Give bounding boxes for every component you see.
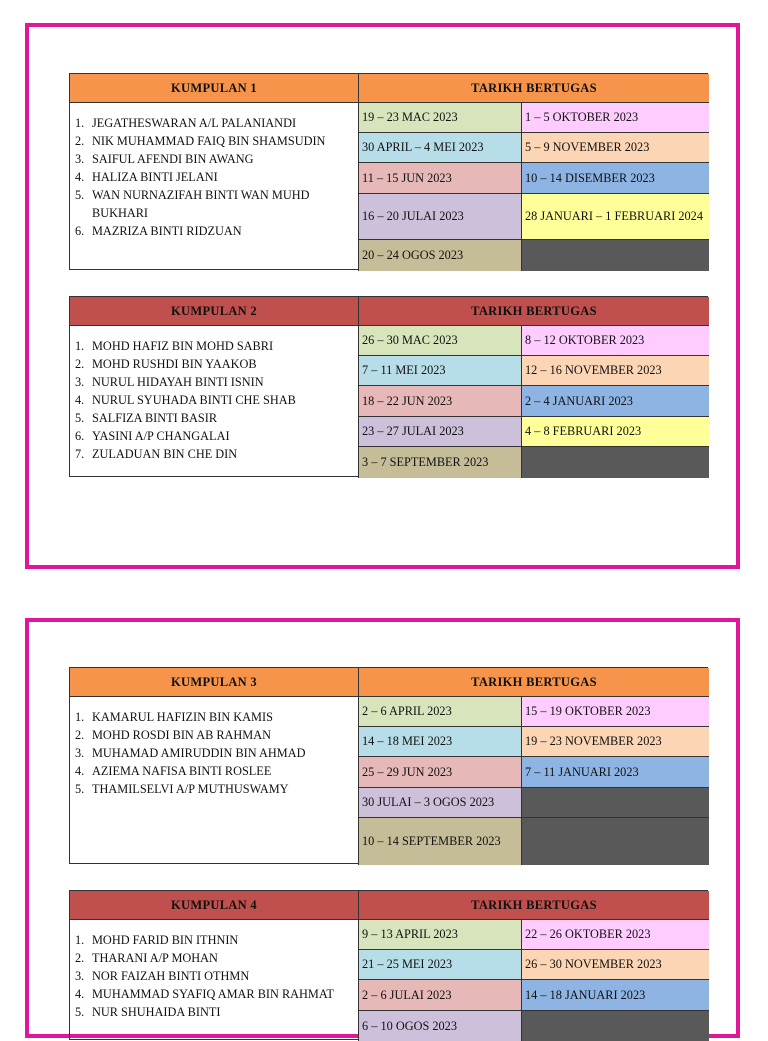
member-item: 2. THARANI A/P MOHAN xyxy=(75,949,358,967)
duty-date-cell: 11 – 15 JUN 2023 xyxy=(359,163,522,194)
duty-date-cell: 2 – 4 JANUARI 2023 xyxy=(522,386,709,417)
duty-date-cell: 10 – 14 DISEMBER 2023 xyxy=(522,163,709,194)
member-item: 5. WAN NURNAZIFAH BINTI WAN MUHD BUKHARI xyxy=(75,186,358,222)
duty-date-cell: 18 – 22 JUN 2023 xyxy=(359,386,522,417)
member-name: NURUL SYUHADA BINTI CHE SHAB xyxy=(92,393,296,407)
member-name: AZIEMA NAFISA BINTI ROSLEE xyxy=(92,764,272,778)
schedule-panel-top xyxy=(25,23,740,569)
duty-dates-header: TARIKH BERTUGAS xyxy=(359,297,709,326)
duty-date-cell: 26 – 30 NOVEMBER 2023 xyxy=(522,950,709,980)
member-name: NOR FAIZAH BINTI OTHMN xyxy=(92,969,250,983)
member-item: 4. NURUL SYUHADA BINTI CHE SHAB xyxy=(75,391,358,409)
duty-date-cell: 14 – 18 MEI 2023 xyxy=(359,727,522,757)
member-item: 3. SAIFUL AFENDI BIN AWANG xyxy=(75,150,358,168)
member-item: 4. AZIEMA NAFISA BINTI ROSLEE xyxy=(75,762,358,780)
member-name: NIK MUHAMMAD FAIQ BIN SHAMSUDIN xyxy=(92,134,326,148)
member-item: 3. NOR FAIZAH BINTI OTHMN xyxy=(75,967,358,985)
duty-date-cell: 12 – 16 NOVEMBER 2023 xyxy=(522,356,709,386)
member-name: MOHD ROSDI BIN AB RAHMAN xyxy=(92,728,272,742)
empty-cell xyxy=(522,788,709,818)
member-list xyxy=(70,697,359,865)
member-name: WAN NURNAZIFAH BINTI WAN MUHD BUKHARI xyxy=(92,188,310,220)
duty-date-cell: 5 – 9 NOVEMBER 2023 xyxy=(522,133,709,163)
duty-dates-header: TARIKH BERTUGAS xyxy=(359,74,709,103)
duty-dates-header: TARIKH BERTUGAS xyxy=(359,668,709,697)
empty-cell xyxy=(522,1011,709,1041)
duty-date-cell: 20 – 24 OGOS 2023 xyxy=(359,240,522,271)
duty-date-cell: 22 – 26 OKTOBER 2023 xyxy=(522,920,709,950)
group-table-2 xyxy=(69,296,708,477)
duty-date-cell: 30 JULAI – 3 OGOS 2023 xyxy=(359,788,522,818)
empty-cell xyxy=(522,240,709,271)
duty-date-cell: 9 – 13 APRIL 2023 xyxy=(359,920,522,950)
member-item: 1. MOHD HAFIZ BIN MOHD SABRI xyxy=(75,337,358,355)
member-item: 1. KAMARUL HAFIZIN BIN KAMIS xyxy=(75,708,358,726)
member-name: MUHAMAD AMIRUDDIN BIN AHMAD xyxy=(92,746,306,760)
duty-date-cell: 7 – 11 JANUARI 2023 xyxy=(522,757,709,788)
member-item: 2. MOHD RUSHDI BIN YAAKOB xyxy=(75,355,358,373)
schedule-panel-bottom xyxy=(25,618,740,1038)
group-title: KUMPULAN 1 xyxy=(70,74,359,103)
member-item: 3. MUHAMAD AMIRUDDIN BIN AHMAD xyxy=(75,744,358,762)
member-item: 7. ZULADUAN BIN CHE DIN xyxy=(75,445,358,463)
member-name: NURUL HIDAYAH BINTI ISNIN xyxy=(92,375,264,389)
duty-date-cell: 16 – 20 JULAI 2023 xyxy=(359,194,522,240)
member-item: 2. NIK MUHAMMAD FAIQ BIN SHAMSUDIN xyxy=(75,132,358,150)
duty-date-cell: 3 – 7 SEPTEMBER 2023 xyxy=(359,447,522,478)
duty-date-cell: 6 – 10 OGOS 2023 xyxy=(359,1011,522,1041)
duty-date-cell: 8 – 12 OKTOBER 2023 xyxy=(522,326,709,356)
duty-date-cell: 25 – 29 JUN 2023 xyxy=(359,757,522,788)
member-name: HALIZA BINTI JELANI xyxy=(92,170,218,184)
duty-date-cell: 7 – 11 MEI 2023 xyxy=(359,356,522,386)
member-item: 6. YASINI A/P CHANGALAI xyxy=(75,427,358,445)
member-list xyxy=(70,326,359,478)
member-list xyxy=(70,920,359,1041)
duty-date-cell: 2 – 6 APRIL 2023 xyxy=(359,697,522,727)
duty-date-cell: 10 – 14 SEPTEMBER 2023 xyxy=(359,818,522,865)
member-name: YASINI A/P CHANGALAI xyxy=(92,429,230,443)
member-item: 1. MOHD FARID BIN ITHNIN xyxy=(75,931,358,949)
duty-date-cell: 23 – 27 JULAI 2023 xyxy=(359,417,522,447)
duty-date-cell: 21 – 25 MEI 2023 xyxy=(359,950,522,980)
member-item: 4. MUHAMMAD SYAFIQ AMAR BIN RAHMAT xyxy=(75,985,358,1003)
member-name: THAMILSELVI A/P MUTHUSWAMY xyxy=(92,782,289,796)
duty-date-cell: 28 JANUARI – 1 FEBRUARI 2024 xyxy=(522,194,709,240)
member-item: 3. NURUL HIDAYAH BINTI ISNIN xyxy=(75,373,358,391)
duty-date-cell: 30 APRIL – 4 MEI 2023 xyxy=(359,133,522,163)
member-item: 6. MAZRIZA BINTI RIDZUAN xyxy=(75,222,358,240)
member-name: MOHD FARID BIN ITHNIN xyxy=(92,933,239,947)
group-title: KUMPULAN 2 xyxy=(70,297,359,326)
member-name: MOHD HAFIZ BIN MOHD SABRI xyxy=(92,339,274,353)
member-name: THARANI A/P MOHAN xyxy=(92,951,218,965)
empty-cell xyxy=(522,818,709,865)
member-item: 5. NUR SHUHAIDA BINTI xyxy=(75,1003,358,1021)
member-name: SALFIZA BINTI BASIR xyxy=(92,411,218,425)
duty-date-cell: 14 – 18 JANUARI 2023 xyxy=(522,980,709,1011)
group-table-3 xyxy=(69,667,708,864)
duty-date-cell: 19 – 23 MAC 2023 xyxy=(359,103,522,133)
duty-dates-header: TARIKH BERTUGAS xyxy=(359,891,709,920)
member-name: MUHAMMAD SYAFIQ AMAR BIN RAHMAT xyxy=(92,987,334,1001)
duty-date-cell: 26 – 30 MAC 2023 xyxy=(359,326,522,356)
member-name: MOHD RUSHDI BIN YAAKOB xyxy=(92,357,257,371)
member-item: 1. JEGATHESWARAN A/L PALANIANDI xyxy=(75,114,358,132)
duty-date-cell: 1 – 5 OKTOBER 2023 xyxy=(522,103,709,133)
member-item: 2. MOHD ROSDI BIN AB RAHMAN xyxy=(75,726,358,744)
duty-date-cell: 2 – 6 JULAI 2023 xyxy=(359,980,522,1011)
group-table-4 xyxy=(69,890,708,1040)
member-name: ZULADUAN BIN CHE DIN xyxy=(92,447,238,461)
duty-date-cell: 15 – 19 OKTOBER 2023 xyxy=(522,697,709,727)
group-title: KUMPULAN 3 xyxy=(70,668,359,697)
member-name: JEGATHESWARAN A/L PALANIANDI xyxy=(92,116,297,130)
group-table-1 xyxy=(69,73,708,270)
member-name: MAZRIZA BINTI RIDZUAN xyxy=(92,224,242,238)
group-title: KUMPULAN 4 xyxy=(70,891,359,920)
member-name: KAMARUL HAFIZIN BIN KAMIS xyxy=(92,710,273,724)
member-list xyxy=(70,103,359,271)
member-item: 5. SALFIZA BINTI BASIR xyxy=(75,409,358,427)
member-item: 5. THAMILSELVI A/P MUTHUSWAMY xyxy=(75,780,358,798)
member-name: NUR SHUHAIDA BINTI xyxy=(92,1005,221,1019)
duty-date-cell: 19 – 23 NOVEMBER 2023 xyxy=(522,727,709,757)
member-name: SAIFUL AFENDI BIN AWANG xyxy=(92,152,254,166)
duty-date-cell: 4 – 8 FEBRUARI 2023 xyxy=(522,417,709,447)
empty-cell xyxy=(522,447,709,478)
member-item: 4. HALIZA BINTI JELANI xyxy=(75,168,358,186)
